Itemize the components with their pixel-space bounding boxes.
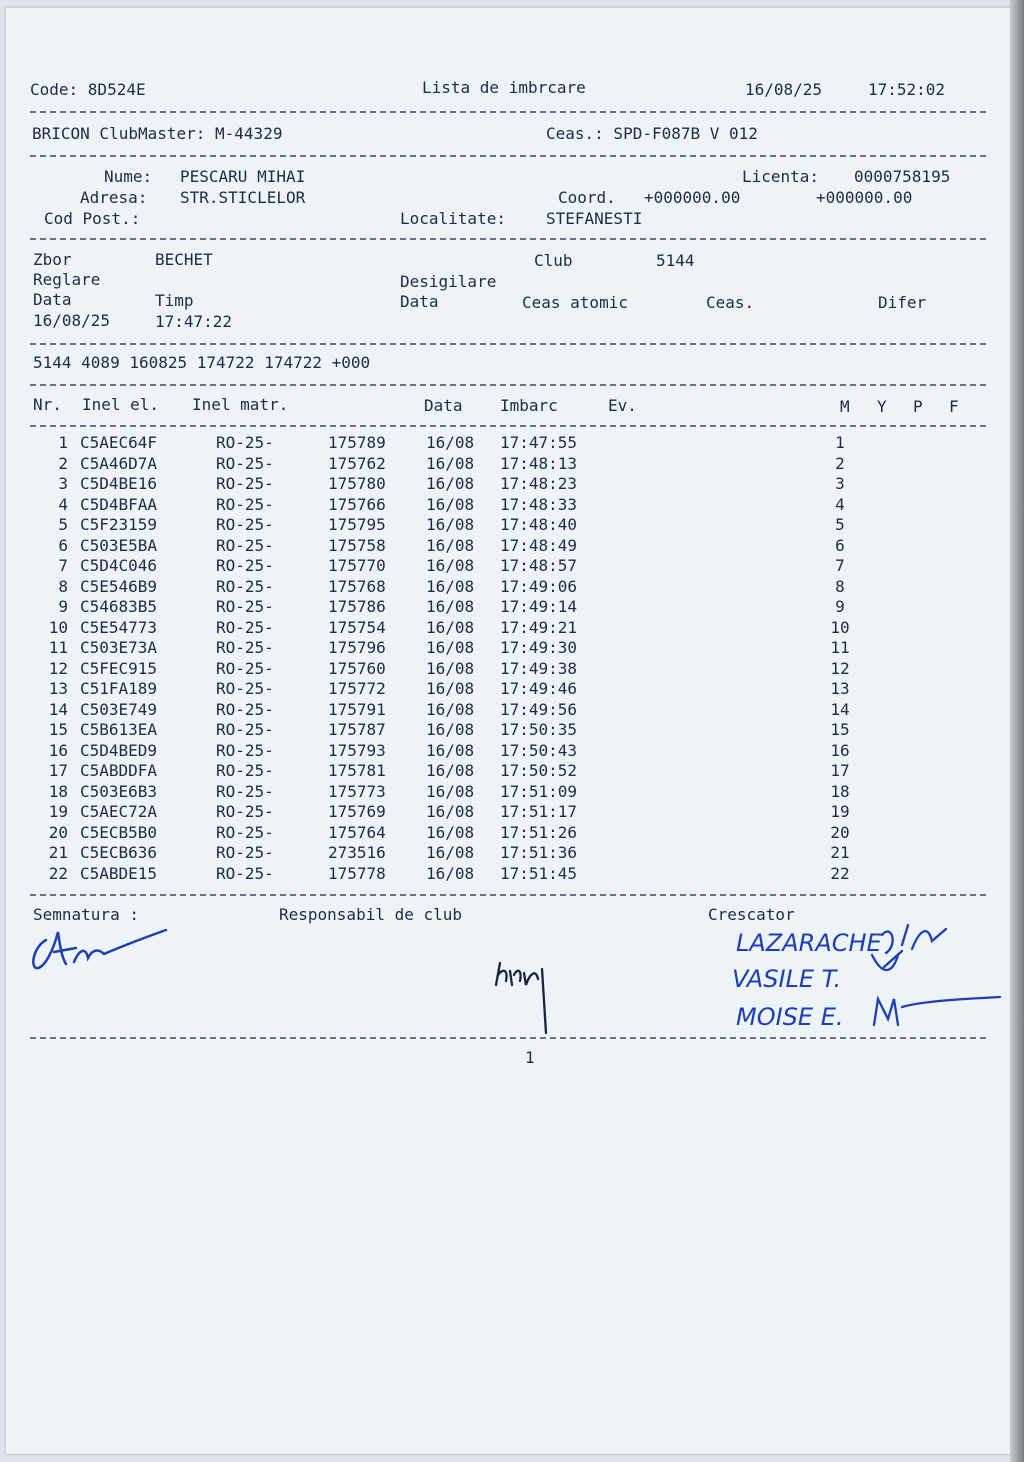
locality-value: STEFANESTI: [546, 209, 643, 228]
ring-number: 175796: [328, 638, 386, 657]
divider: [30, 384, 986, 386]
atomic-clock-label: Ceas atomic: [522, 293, 628, 312]
divider: [30, 238, 986, 240]
license-value: 0000758195: [854, 167, 951, 186]
ring-prefix: RO-25-: [216, 720, 274, 739]
divider: [30, 111, 986, 113]
code-label: Code: 8D524E: [30, 80, 146, 99]
table-row: [0, 823, 1000, 844]
coord-label: Coord.: [558, 188, 616, 207]
electronic-ring: C5D4BED9: [80, 740, 158, 760]
m-value: 11: [830, 638, 850, 657]
clubmaster-id: BRICON ClubMaster: M-44329: [32, 124, 283, 143]
ring-number: 175754: [328, 617, 386, 637]
row-number: 18: [48, 781, 68, 801]
m-value: 21: [830, 843, 850, 862]
electronic-ring: C503E6B3: [80, 781, 158, 801]
m-value: 1: [835, 433, 845, 452]
m-value: 14: [830, 699, 850, 719]
difference-label: Difer: [878, 293, 927, 312]
ring-number: 175787: [328, 720, 386, 739]
table-row: [0, 802, 1000, 823]
ring-prefix: RO-25-: [216, 863, 274, 883]
table-row: [0, 638, 1000, 659]
row-number: 13: [48, 679, 68, 698]
table-row: [0, 474, 1000, 495]
table-row: [0, 720, 1000, 741]
electronic-ring: C5E546B9: [80, 576, 158, 596]
row-number: 5: [58, 515, 68, 534]
row-number: 3: [58, 474, 68, 493]
electronic-ring: C5D4C046: [80, 556, 158, 575]
table-row: [0, 700, 1000, 721]
m-value: 19: [830, 802, 850, 821]
m-value: 7: [835, 556, 845, 575]
desigilare-label: Desigilare: [400, 272, 497, 291]
m-value: 6: [835, 535, 845, 555]
ring-prefix: RO-25-: [216, 699, 274, 719]
arrival-date: 16/08: [426, 679, 475, 698]
table-row: [0, 536, 1000, 557]
reglare-date: 16/08/25: [33, 311, 111, 330]
arrival-date: 16/08: [426, 576, 475, 596]
desigilare-date-label: Data: [400, 292, 439, 311]
table-row: [0, 741, 1000, 762]
row-number: 7: [58, 556, 68, 575]
arrival-date: 16/08: [426, 433, 475, 452]
arrival-date: 16/08: [426, 658, 475, 678]
ring-number: 175781: [328, 761, 386, 780]
m-value: 17: [830, 761, 850, 780]
electronic-ring: C5AEC64F: [80, 433, 158, 452]
table-row: [0, 577, 1000, 598]
boarding-time: 17:51:09: [500, 781, 578, 801]
ring-number: 175793: [328, 740, 386, 760]
m-value: 13: [830, 679, 850, 698]
col-p: P: [913, 397, 923, 416]
m-value: 5: [835, 515, 845, 534]
boarding-time: 17:50:43: [500, 740, 578, 760]
row-number: 1: [58, 433, 68, 452]
ring-number: 175791: [328, 699, 386, 719]
arrival-date: 16/08: [426, 597, 475, 616]
flight-label: Zbor: [33, 250, 72, 269]
reglare-time-label: Timp: [155, 291, 194, 310]
arrival-date: 16/08: [426, 474, 475, 493]
row-number: 8: [58, 576, 68, 596]
m-value: 9: [835, 597, 845, 616]
electronic-ring: C503E5BA: [80, 535, 158, 555]
col-nr: Nr.: [33, 395, 62, 414]
boarding-time: 17:49:46: [500, 679, 578, 698]
row-number: 22: [48, 863, 68, 883]
boarding-time: 17:49:14: [500, 597, 578, 616]
table-row: [0, 515, 1000, 536]
row-number: 14: [48, 699, 68, 719]
boarding-time: 17:49:21: [500, 617, 578, 637]
arrival-date: 16/08: [426, 617, 475, 637]
ring-prefix: RO-25-: [216, 761, 274, 780]
owner-signature: [28, 918, 178, 978]
table-row: [0, 761, 1000, 782]
boarding-time: 17:48:23: [500, 474, 578, 493]
table-row: [0, 454, 1000, 475]
ring-prefix: RO-25-: [216, 822, 274, 842]
m-value: 12: [830, 658, 850, 678]
coord-y: +000000.00: [816, 188, 913, 207]
arrival-date: 16/08: [426, 761, 475, 780]
table-row: [0, 433, 1000, 454]
postal-code-label: Cod Post.:: [44, 209, 141, 228]
col-f: F: [949, 397, 959, 416]
m-value: 3: [835, 474, 845, 493]
reglare-time: 17:47:22: [155, 312, 233, 331]
divider: [30, 155, 986, 157]
table-row: [0, 556, 1000, 577]
breeder-name-3: MOISE E.: [736, 1003, 844, 1031]
table-row: [0, 495, 1000, 516]
ring-prefix: RO-25-: [216, 617, 274, 637]
row-number: 19: [48, 802, 68, 821]
ring-number: 175789: [328, 433, 386, 452]
ring-prefix: RO-25-: [216, 740, 274, 760]
table-row: [0, 659, 1000, 680]
ring-number: 175795: [328, 515, 386, 534]
electronic-ring: C5E54773: [80, 617, 158, 637]
col-y: Y: [877, 397, 887, 416]
arrival-date: 16/08: [426, 638, 475, 657]
arrival-date: 16/08: [426, 515, 475, 534]
row-number: 4: [58, 494, 68, 514]
ring-prefix: RO-25-: [216, 638, 274, 657]
row-number: 21: [48, 843, 68, 862]
boarding-time: 17:48:49: [500, 535, 578, 555]
ring-number: 175769: [328, 802, 386, 821]
owner-name: PESCARU MIHAI: [180, 167, 306, 186]
divider: [30, 425, 986, 427]
address-value: STR.STICLELOR: [180, 188, 306, 207]
ring-prefix: RO-25-: [216, 453, 274, 473]
club-label: Club: [534, 251, 573, 270]
electronic-ring: C5ABDDFA: [80, 761, 158, 780]
arrival-date: 16/08: [426, 822, 475, 842]
row-number: 17: [48, 761, 68, 780]
arrival-date: 16/08: [426, 740, 475, 760]
boarding-time: 17:48:13: [500, 453, 578, 473]
row-number: 12: [48, 658, 68, 678]
boarding-time: 17:49:38: [500, 658, 578, 678]
arrival-date: 16/08: [426, 556, 475, 575]
ring-number: 175780: [328, 474, 386, 493]
m-value: 10: [830, 617, 850, 637]
ring-number: 175760: [328, 658, 386, 678]
m-value: 16: [830, 740, 850, 760]
row-number: 15: [48, 720, 68, 739]
m-value: 2: [835, 453, 845, 473]
reglare-date-label: Data: [33, 290, 72, 309]
col-inel-el: Inel el.: [82, 395, 160, 414]
row-number: 9: [58, 597, 68, 616]
boarding-time: 17:49:06: [500, 576, 578, 596]
boarding-time: 17:49:30: [500, 638, 578, 657]
license-label: Licenta:: [742, 167, 820, 186]
club-responsible-label: Responsabil de club: [279, 905, 463, 924]
electronic-ring: C5AEC72A: [80, 802, 158, 821]
arrival-date: 16/08: [426, 720, 475, 739]
coord-x: +000000.00: [644, 188, 741, 207]
ring-number: 175766: [328, 494, 386, 514]
ring-prefix: RO-25-: [216, 576, 274, 596]
ring-number: 175758: [328, 535, 386, 555]
m-value: 18: [830, 781, 850, 801]
locality-label: Localitate:: [400, 209, 506, 228]
boarding-time: 17:51:17: [500, 802, 578, 821]
m-value: 4: [835, 494, 845, 514]
col-ev: Ev.: [608, 396, 637, 415]
ring-number: 175778: [328, 863, 386, 883]
ring-prefix: RO-25-: [216, 433, 274, 452]
table-row: [0, 843, 1000, 864]
m-value: 15: [830, 720, 850, 739]
ring-number: 175773: [328, 781, 386, 801]
electronic-ring: C503E73A: [80, 638, 158, 657]
row-number: 11: [48, 638, 68, 657]
boarding-time: 17:51:36: [500, 843, 578, 862]
arrival-date: 16/08: [426, 699, 475, 719]
row-number: 20: [48, 822, 68, 842]
electronic-ring: C5ABDE15: [80, 863, 158, 883]
breeder-signatures: [732, 915, 1007, 1040]
col-m: M: [840, 397, 850, 416]
m-value: 20: [830, 822, 850, 842]
table-row: [0, 782, 1000, 803]
electronic-ring: C51FA189: [80, 679, 158, 698]
boarding-time: 17:51:45: [500, 863, 578, 883]
ring-number: 175768: [328, 576, 386, 596]
ring-prefix: RO-25-: [216, 658, 274, 678]
m-value: 22: [830, 863, 850, 883]
address-label: Adresa:: [80, 188, 148, 207]
row-number: 16: [48, 740, 68, 760]
boarding-time: 17:48:57: [500, 556, 578, 575]
boarding-time: 17:50:35: [500, 720, 578, 739]
electronic-ring: C5B613EA: [80, 720, 158, 739]
summary-line: 5144 4089 160825 174722 174722 +000: [33, 353, 371, 372]
boarding-time: 17:50:52: [500, 761, 578, 780]
ring-number: 175786: [328, 597, 386, 616]
ring-prefix: RO-25-: [216, 494, 274, 514]
row-number: 10: [48, 617, 68, 637]
arrival-date: 16/08: [426, 863, 475, 883]
print-date: 16/08/25: [745, 80, 823, 99]
electronic-ring: C503E749: [80, 699, 158, 719]
boarding-time: 17:47:55: [500, 433, 578, 452]
ring-number: 175772: [328, 679, 386, 698]
row-number: 6: [58, 535, 68, 555]
ring-prefix: RO-25-: [216, 843, 274, 862]
table-row: [0, 864, 1000, 885]
arrival-date: 16/08: [426, 494, 475, 514]
electronic-ring: C5ECB636: [80, 843, 158, 862]
col-inel-matr: Inel matr.: [192, 395, 289, 414]
electronic-ring: C5F23159: [80, 515, 158, 534]
row-number: 2: [58, 453, 68, 473]
entries-table: [0, 433, 1000, 884]
reglare-label: Reglare: [33, 270, 101, 289]
print-time: 17:52:02: [868, 80, 946, 99]
club-value: 5144: [656, 251, 695, 270]
arrival-date: 16/08: [426, 453, 475, 473]
electronic-ring: C5ECB5B0: [80, 822, 158, 842]
club-responsible-signature: [490, 945, 560, 1035]
ring-prefix: RO-25-: [216, 515, 274, 534]
ring-prefix: RO-25-: [216, 781, 274, 801]
clock-id: Ceas.: SPD-F087B V 012: [546, 124, 758, 143]
breeder-name-2: VASILE T.: [732, 965, 842, 993]
breeder-name-1: LAZARACHE: [736, 929, 882, 957]
boarding-time: 17:49:56: [500, 699, 578, 719]
ring-prefix: RO-25-: [216, 802, 274, 821]
page-title: Lista de imbrcare: [422, 78, 586, 97]
electronic-ring: C5D4BE16: [80, 474, 158, 493]
boarding-time: 17:48:33: [500, 494, 578, 514]
electronic-ring: C5FEC915: [80, 658, 158, 678]
electronic-ring: C54683B5: [80, 597, 158, 616]
ring-prefix: RO-25-: [216, 679, 274, 698]
ring-prefix: RO-25-: [216, 535, 274, 555]
arrival-date: 16/08: [426, 535, 475, 555]
ring-prefix: RO-25-: [216, 474, 274, 493]
arrival-date: 16/08: [426, 802, 475, 821]
divider: [30, 343, 986, 345]
divider: [30, 894, 986, 896]
clock-label: Ceas.: [706, 293, 755, 312]
ring-number: 175770: [328, 556, 386, 575]
ring-number: 273516: [328, 843, 386, 862]
table-edge: [1010, 0, 1024, 1462]
name-label: Nume:: [104, 167, 153, 186]
ring-number: 175764: [328, 822, 386, 842]
arrival-date: 16/08: [426, 781, 475, 801]
table-row: [0, 679, 1000, 700]
electronic-ring: C5A46D7A: [80, 453, 158, 473]
boarding-time: 17:48:40: [500, 515, 578, 534]
col-imbarc: Imbarc: [500, 396, 558, 415]
col-data: Data: [424, 396, 463, 415]
signature-label: Semnatura :: [33, 905, 139, 924]
divider: [30, 1037, 986, 1039]
breeder-label: Crescator: [708, 905, 795, 924]
m-value: 8: [835, 576, 845, 596]
ring-prefix: RO-25-: [216, 556, 274, 575]
electronic-ring: C5D4BFAA: [80, 494, 158, 514]
flight-value: BECHET: [155, 250, 213, 269]
page-number: 1: [525, 1048, 535, 1067]
arrival-date: 16/08: [426, 843, 475, 862]
ring-prefix: RO-25-: [216, 597, 274, 616]
ring-number: 175762: [328, 453, 386, 473]
boarding-time: 17:51:26: [500, 822, 578, 842]
table-row: [0, 597, 1000, 618]
table-row: [0, 618, 1000, 639]
